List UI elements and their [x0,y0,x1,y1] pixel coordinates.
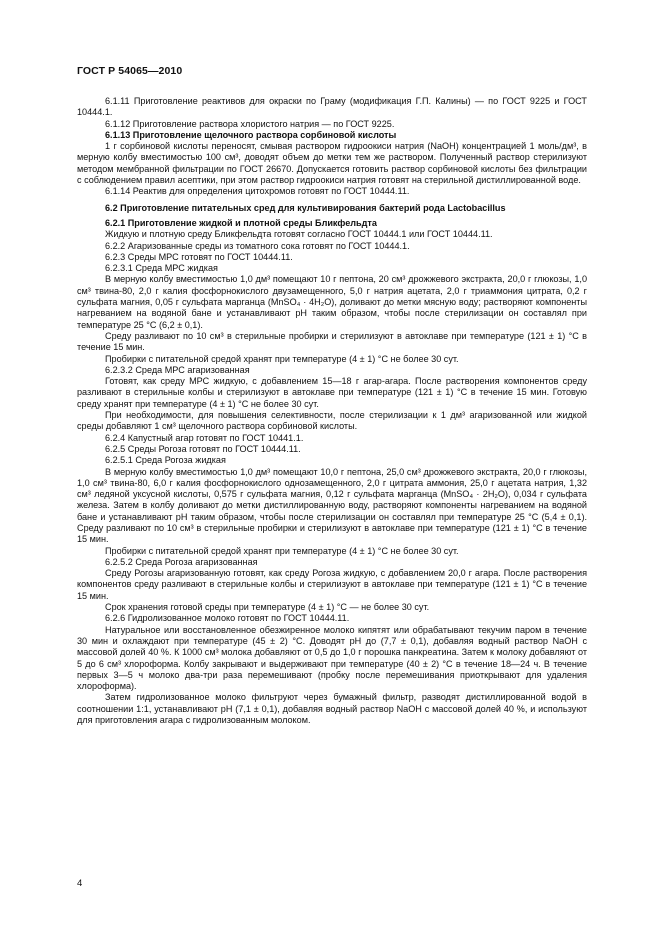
para-blickfeldt: Жидкую и плотную среду Бликфельдта готовят согласно ГОСТ 10444.1 или ГОСТ 10444.11. [105,229,493,240]
para-6-2-2: 6.2.2 Агаризованные среды из томатного сока готовят по ГОСТ 10444.1. [105,240,410,251]
para-sorbic-acid: 1 г сорбиновой кислоты переносят, смывая раствором гидроокиси натрия (NaOH) концентрацией 1 моль/дм³, в мерную колбу вместимостью 100 см³, доводят объем до метки тем же раствором. Полученный раствор стерилизуют методом мембранной фильтрации по ГОСТ 26670. Допускается готовить раствор сорбиновой кислоты без фильтрации с соблюдением правил асептики, при этом раствор гидроокиси натрия готовят на стерильной дистиллированной воде. [77,141,587,186]
heading-6-2: 6.2 Приготовление питательных сред для культивирования бактерий рода Lactobacillus [105,202,506,213]
para-6-2-4: 6.2.4 Капустный агар готовят по ГОСТ 10441.1. [105,432,304,443]
para-mrs-pour: Среду разливают по 10 см³ в стерильные пробирки и стерилизуют в автоклаве при температуре (121 ± 1) °С в течение 15 мин. [77,330,587,353]
para-6-2-3-2: 6.2.3.2 Среда МРС агаризованная [105,364,250,375]
page-number: 4 [77,878,83,889]
heading-6-2-1: 6.2.1 Приготовление жидкой и плотной среды Бликфельдта [105,217,377,228]
para-6-1-12: 6.1.12 Приготовление раствора хлористого натрия — по ГОСТ 9225. [105,118,395,129]
document-body [77,96,587,726]
para-selectivity: При необходимости, для повышения селективности, после стерилизации к 1 дм³ агаризованной или жидкой среды добавляют 1 см³ щелочного раствора сорбиновой кислоты. [77,410,587,432]
page-header: ГОСТ Р 54065—2010 [77,65,183,77]
para-mrs-liquid: В мерную колбу вместимостью 1,0 дм³ помещают 10 г пептона, 20 см³ дрожжевого экстракта, 20,0 г глюкозы, 1,0 см³ твина-80, 2,0 г калия фосфорнокислого двузамещенного, 5,0 г натрия ацетата, 2,0 г триаммония цитрата, 0,2 г сульфата магния, 0,05 г сульфата марганца (MnSO₄ · 4H₂O), доливают до метки мясную воду; растворяют компоненты нагреванием на водяной бане и устанавливают pH таким образом, чтобы после стерилизации он составлял при температуре 25 °С (6,2 ± 0,1). [77,274,587,330]
para-rogosa-store: Пробирки с питательной средой хранят при температуре (4 ± 1) °С не более 30 сут. [105,545,459,556]
para-mrs-store: Пробирки с питательной средой хранят при температуре (4 ± 1) °С не более 30 сут. [105,353,459,364]
para-6-1-11: 6.1.11 Приготовление реактивов для окраски по Граму (модификация Г.П. Калины) — по ГОСТ 9225 и ГОСТ 10444.1. [77,96,587,118]
heading-6-1-13: 6.1.13 Приготовление щелочного раствора сорбиновой кислоты [105,129,397,140]
para-6-2-3-1: 6.2.3.1 Среда МРС жидкая [105,263,218,274]
para-6-2-6: 6.2.6 Гидролизованное молоко готовят по ГОСТ 10444.11. [105,613,350,624]
para-rogosa-liquid: В мерную колбу вместимостью 1,0 дм³ помещают 10,0 г пептона, 25,0 см³ дрожжевого экстракта, 20,0 г глюкозы, 1,0 см³ твина-80, 6,0 г калия фосфорнокислого однозамещенного, 2,0 г цитрата аммония, 25,0 г ацетата натрия, 1,32 см³ ледяной уксусной кислоты, 0,575 г сульфата магния, 0,12 г сульфата марганца (MnSO₄ · 2H₂O), 0,034 г сульфата железа. Затем в колбу доливают до метки дистиллированную воду, растворяют компоненты нагреванием на водяной бане и устанавливают pH таким образом, чтобы после стерилизации он составлял при температуре 25 °С (5,4 ± 0,1). Среду разливают по 10 см³ в стерильные пробирки и стерилизуют в автоклаве при температуре (121 ± 1) °С в течение 15 мин. [77,466,587,545]
para-rogosa-shelf: Срок хранения готовой среды при температуре (4 ± 1) °С — не более 30 сут. [105,602,430,613]
para-6-2-5-1: 6.2.5.1 Среда Рогоза жидкая [105,455,226,466]
para-rogosa-agar: Среду Рогозы агаризованную готовят, как среду Рогоза жидкую, с добавлением 20,0 г агара. После растворения компонентов среду разливают в стерильные колбы и стерилизуют в автоклаве при температуре (121 ± 1) °С в течение 15 мин. [77,568,587,601]
para-6-2-5-2: 6.2.5.2 Среда Рогоза агаризованная [105,556,258,567]
para-6-2-5: 6.2.5 Среды Рогоза готовят по ГОСТ 10444.11. [105,443,301,454]
para-hydrolyzed-milk: Натуральное или восстановленное обезжиренное молоко кипятят или обрабатывают текучим паром в течение 30 мин и охлаждают при температуре (45 ± 2) °С. Доводят pH до (7,7 ± 0,1), добавляя водный раствор NaOH с массовой долей 40 %. К 1000 см³ молока добавляют от 0,5 до 1,0 г порошка панкреатина. Затем к молоку добавляют от 5 до 6 см³ хлороформа. Колбу закрывают и выдерживают при температуре (40 ± 2) °С в течение 18—24 ч. В течение первых 3—5 ч молоко два-три раза перемешивают (пробку после перемешивания приоткрывают для удаления хлороформа). [77,624,587,692]
para-mrs-agar: Готовят, как среду МРС жидкую, с добавлением 15—18 г агар-агара. После растворения компонентов среду разливают в стерильные колбы и стерилизуют в автоклаве при температуре (121 ± 1) °С в течение 15 мин. Готовую среду хранят при температуре (4 ± 1) °С не более 30 сут. [77,376,587,409]
para-milk-filter: Затем гидролизованное молоко фильтруют через бумажный фильтр, разводят дистиллированной водой в соотношении 1:1, устанавливают pH (7,1 ± 0,1), добавляя водный раствор NaOH с массовой долей 40 %, и используют для приготовления агара с гидролизованным молоком. [77,692,587,726]
para-6-1-14: 6.1.14 Реактив для определения цитохромов готовят по ГОСТ 10444.11. [105,186,410,197]
para-6-2-3: 6.2.3 Среды МРС готовят по ГОСТ 10444.11. [105,251,293,262]
